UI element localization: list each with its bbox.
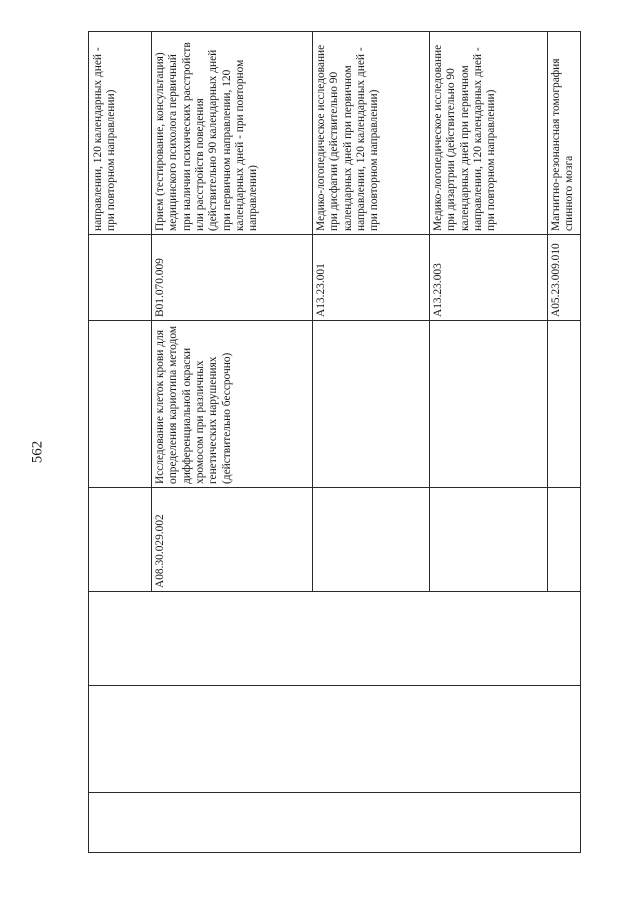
table-row (154, 323, 309, 484)
service-description: Медико-логопедическое исследование при дисфагии (действительно 90 календарных дней при первичном направлении, 120 календарных дней - при повторном направлении) (315, 44, 381, 231)
column-divider (88, 234, 581, 235)
row-divider (312, 31, 313, 592)
services-table (88, 31, 581, 853)
table-row (315, 35, 427, 231)
table-border-top (88, 31, 89, 853)
row-divider (547, 31, 548, 592)
table-row (154, 35, 309, 231)
column-divider (88, 320, 581, 321)
table-row (550, 35, 579, 231)
row-divider (429, 31, 430, 592)
table-row (315, 237, 337, 317)
study-code: A08.30.029.002 (154, 514, 166, 588)
column-divider (88, 685, 581, 686)
page-number: 562 (29, 440, 46, 464)
table-border-left (88, 852, 581, 853)
table-border-right (88, 31, 581, 32)
service-code: A05.23.009.010 (550, 243, 562, 317)
column-divider (88, 792, 581, 793)
service-code: B01.070.009 (154, 258, 166, 317)
service-code: A13.23.003 (432, 263, 444, 317)
service-description: Прием (тестирование, консультация) медицинского психолога первичный при наличии психических расстройств или расстройств поведения (действительно 90 календарных дней при первичном направлении, 120 календарных дней - при повторном направлении) (154, 42, 260, 231)
service-description: Медико-логопедическое исследование при дизартрии (действительно 90 календарных дней при первичном направлении, 120 календарных дней - при повторном направлении) (432, 44, 498, 231)
service-description: Магнитно-резонансная томография спинного мозга (550, 58, 576, 231)
table-row (432, 35, 545, 231)
column-divider (88, 487, 581, 488)
table-row (550, 237, 579, 317)
column-divider (88, 591, 581, 592)
row-divider (151, 31, 152, 592)
table-row (154, 237, 176, 317)
table-row (92, 35, 148, 231)
service-description: направлении, 120 календарных дней - при повторном направлении) (92, 47, 118, 231)
study-name: Исследование клеток крови для определения кариотипа методом дифференциальной окраски хромосом при различных генетических нарушениях (действительно бессрочно) (154, 325, 233, 484)
table-row (432, 237, 454, 317)
service-code: A13.23.001 (315, 263, 327, 317)
table-border-bottom (580, 31, 581, 853)
table-row (154, 490, 176, 588)
